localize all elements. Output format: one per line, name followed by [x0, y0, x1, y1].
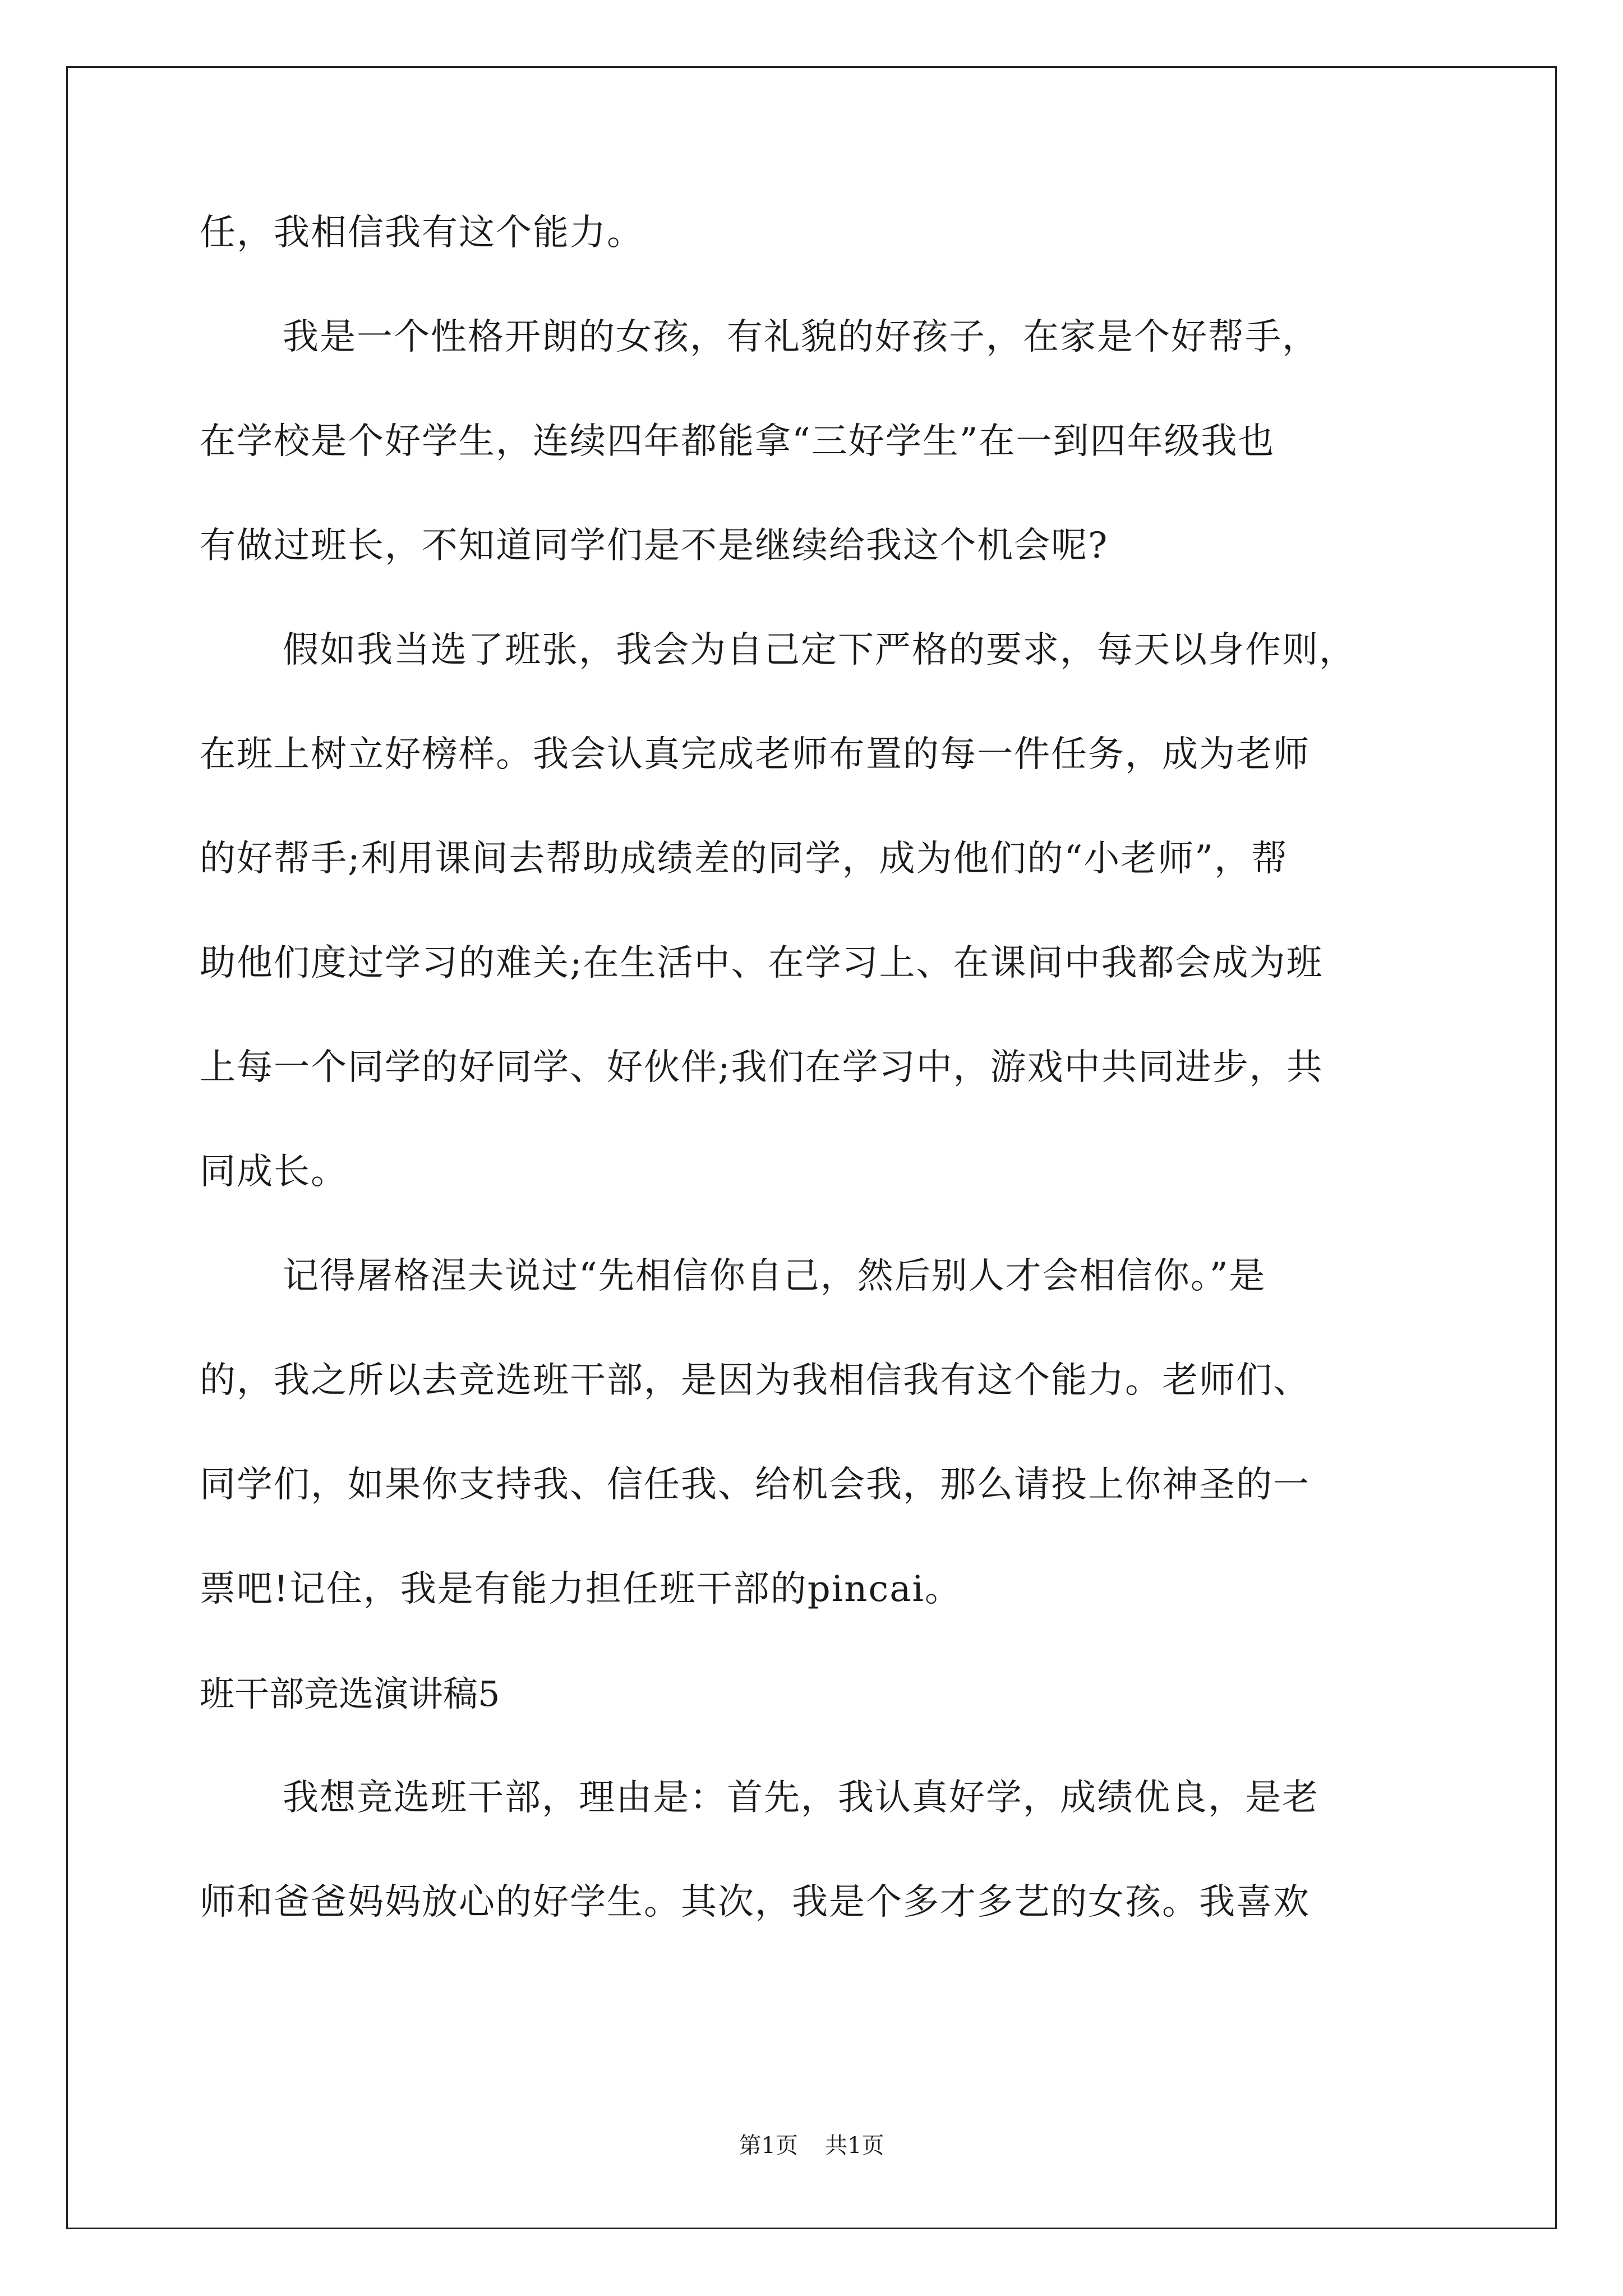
text-line: 任，我相信我有这个能力。: [200, 212, 644, 254]
page-number: 第1页: [739, 2133, 798, 2159]
text-line: 我想竞选班干部，理由是：首先，我认真好学，成绩优良，是老: [283, 1777, 1319, 1819]
text-line: 的好帮手;利用课间去帮助成绩差的同学，成为他们的“小老师”，帮: [200, 838, 1288, 880]
text-line: 在学校是个好学生，连续四年都能拿“三好学生”在一到四年级我也: [200, 421, 1275, 462]
text-line: 同成长。: [200, 1151, 348, 1193]
text-line: 上每一个同学的好同学、好伙伴;我们在学习中，游戏中共同进步，共: [200, 1047, 1324, 1088]
text-line: 我是一个性格开朗的女孩，有礼貌的好孩子，在家是个好帮手，: [283, 316, 1319, 358]
paragraph: [200, 625, 1433, 1198]
text-line: 同学们，如果你支持我、信任我、给机会我，那么请投上你神圣的一: [200, 1464, 1310, 1506]
paragraph: [200, 1251, 1433, 1615]
paragraph: [200, 312, 1433, 572]
text-line: 有做过班长，不知道同学们是不是继续给我这个机会呢?: [200, 525, 1109, 567]
paragraph: [200, 208, 1433, 259]
text-line: 假如我当选了班张，我会为自己定下严格的要求，每天以身作则，: [283, 629, 1356, 671]
text-line: 师和爸爸妈妈放心的好学生。其次，我是个多才多艺的女孩。我喜欢: [200, 1881, 1310, 1923]
text-line: 的，我之所以去竞选班干部，是因为我相信我有这个能力。老师们、: [200, 1360, 1310, 1401]
page-total: 共1页: [825, 2133, 884, 2159]
text-line: 助他们度过学习的难关;在生活中、在学习上、在课间中我都会成为班: [200, 942, 1324, 984]
text-line: 票吧!记住，我是有能力担任班干部的pincai。: [200, 1568, 962, 1610]
page-footer: [0, 2132, 1623, 2160]
text-line: 记得屠格涅夫说过“先相信你自己，然后别人才会相信你。”是: [283, 1255, 1266, 1297]
text-line: 在班上树立好榜样。我会认真完成老师布置的每一件任务，成为老师: [200, 734, 1310, 775]
document-body: [200, 208, 1433, 1981]
section-heading: 班干部竞选演讲稿5: [200, 1673, 500, 1714]
paragraph: [200, 1773, 1433, 1928]
